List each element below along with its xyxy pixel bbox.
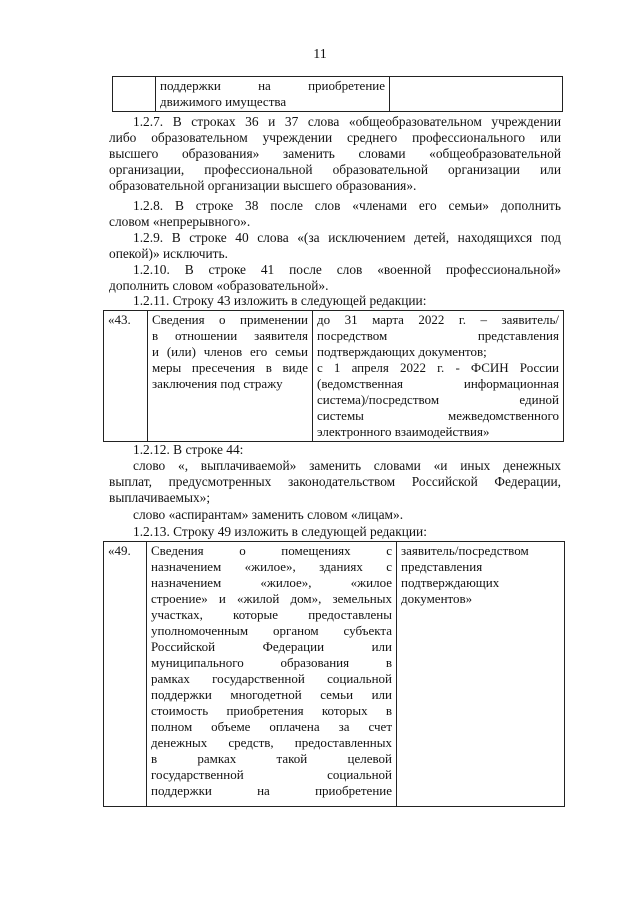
text-line: рамках государственной социальной [151, 671, 392, 686]
text-line: поддержки многодетной семьи или [151, 687, 392, 702]
text-line: полном объеме оплачена за счет [151, 719, 392, 734]
text-line: 1.2.9. В строке 40 слова «(за исключением детей, находящихся под [133, 230, 561, 245]
text-line: подтверждающих документов; [317, 344, 487, 359]
text-line: дополнить словом «образовательной». [109, 278, 329, 293]
text-line: 1.2.7. В строках 36 и 37 слова «общеобразовательном учреждении [133, 114, 561, 129]
text-line: слово «аспирантам» заменить словом «лицам». [133, 507, 404, 522]
table-row-43 [103, 310, 564, 442]
table-continuation [112, 76, 563, 112]
text-line: образовательной организации высшего образования». [109, 178, 417, 193]
page-number: 11 [313, 47, 327, 62]
paragraph-1-2-8 [109, 198, 561, 230]
table-row [104, 542, 565, 807]
paragraph-1-2-12-a [109, 458, 561, 506]
paragraph-1-2-9 [109, 230, 561, 262]
text-line: поддержки на приобретение [160, 78, 385, 93]
text-line: строение» и «жилой дом», земельных [151, 591, 392, 606]
text-line: опекой)» исключить. [109, 246, 228, 261]
text-line: Сведения о применении [152, 312, 308, 327]
text-line: муниципального образования в [151, 655, 392, 670]
paragraph-1-2-13 [109, 524, 561, 540]
text-line: до 31 марта 2022 г. – заявитель/ [317, 312, 559, 327]
text-line: электронного взаимодействия» [317, 424, 490, 439]
text-line: 1.2.12. В строке 44: [133, 442, 244, 457]
text-line: словом «непрерывного». [109, 214, 251, 229]
text-line: (ведомственная информационная [317, 376, 559, 391]
table-cell-source [390, 77, 563, 112]
table-cell-number [113, 77, 156, 112]
text-line: посредством представления [317, 328, 559, 343]
text-line: и (или) членов его семьи [152, 344, 308, 359]
text-line: выплат, предусмотренных законодательством Российской Федерации, [109, 474, 561, 489]
paragraph-1-2-12 [109, 442, 561, 458]
text-line: Сведения о помещениях с [151, 543, 392, 558]
text-line: заявитель/посредством [401, 543, 529, 558]
paragraph-1-2-10 [109, 262, 561, 294]
paragraph-1-2-7 [109, 114, 561, 194]
text-line: поддержки на приобретение [151, 783, 392, 798]
table-cell-description [147, 542, 397, 807]
text-line: участках, которые предоставлены [151, 607, 392, 622]
paragraph-1-2-11 [109, 293, 561, 309]
text-line: 1.2.10. В строке 41 после слов «военной профессиональной» [133, 262, 561, 277]
paragraph-1-2-12-b [109, 507, 561, 523]
table-cell-number: «43. [104, 311, 148, 442]
text-line: слово «, выплачиваемой» заменить словами «и иных денежных [133, 458, 561, 473]
table-cell-number: «49. [104, 542, 147, 807]
table-row-49 [103, 541, 565, 807]
text-line: высшего образования» заменить словами «общеобразовательной [109, 146, 561, 161]
text-line: в отношении заявителя [152, 328, 308, 343]
text-line: денежных средств, предоставленных [151, 735, 392, 750]
text-line: уполномоченным органом субъекта [151, 623, 392, 638]
table-cell-source [397, 542, 565, 807]
text-line: организации, профессиональной образовательной организации или [109, 162, 561, 177]
table-cell-description [148, 311, 313, 442]
text-line: 1.2.8. В строке 38 после слов «членами его семьи» дополнить [133, 198, 561, 213]
table-cell-description [156, 77, 390, 112]
text-line: меры пресечения в виде [152, 360, 308, 375]
text-line: 1.2.13. Строку 49 изложить в следующей редакции: [133, 524, 427, 539]
table-cell-source [313, 311, 564, 442]
text-line: выплачиваемых»; [109, 490, 211, 505]
text-line: Российской Федерации или [151, 639, 392, 654]
text-line: представления [401, 559, 483, 574]
text-line: документов» [401, 591, 473, 606]
table-row [104, 311, 564, 442]
text-line: заключения под стражу [152, 376, 283, 391]
text-line: с 1 апреля 2022 г. - ФСИН России [317, 360, 559, 375]
text-line: стоимость приобретения которых в [151, 703, 392, 718]
table-row [113, 77, 563, 112]
text-line: система)/посредством единой [317, 392, 559, 407]
text-line: назначением «жилое», «жилое [151, 575, 392, 590]
text-line: подтверждающих [401, 575, 500, 590]
text-line: движимого имущества [160, 94, 287, 109]
text-line: системы межведомственного [317, 408, 559, 423]
text-line: назначением «жилое», зданиях с [151, 559, 392, 574]
text-line: 1.2.11. Строку 43 изложить в следующей редакции: [133, 293, 427, 308]
text-line: в рамках такой целевой [151, 751, 392, 766]
text-line: государственной социальной [151, 767, 392, 782]
text-line: либо образовательном учреждении среднего профессионального или [109, 130, 561, 145]
